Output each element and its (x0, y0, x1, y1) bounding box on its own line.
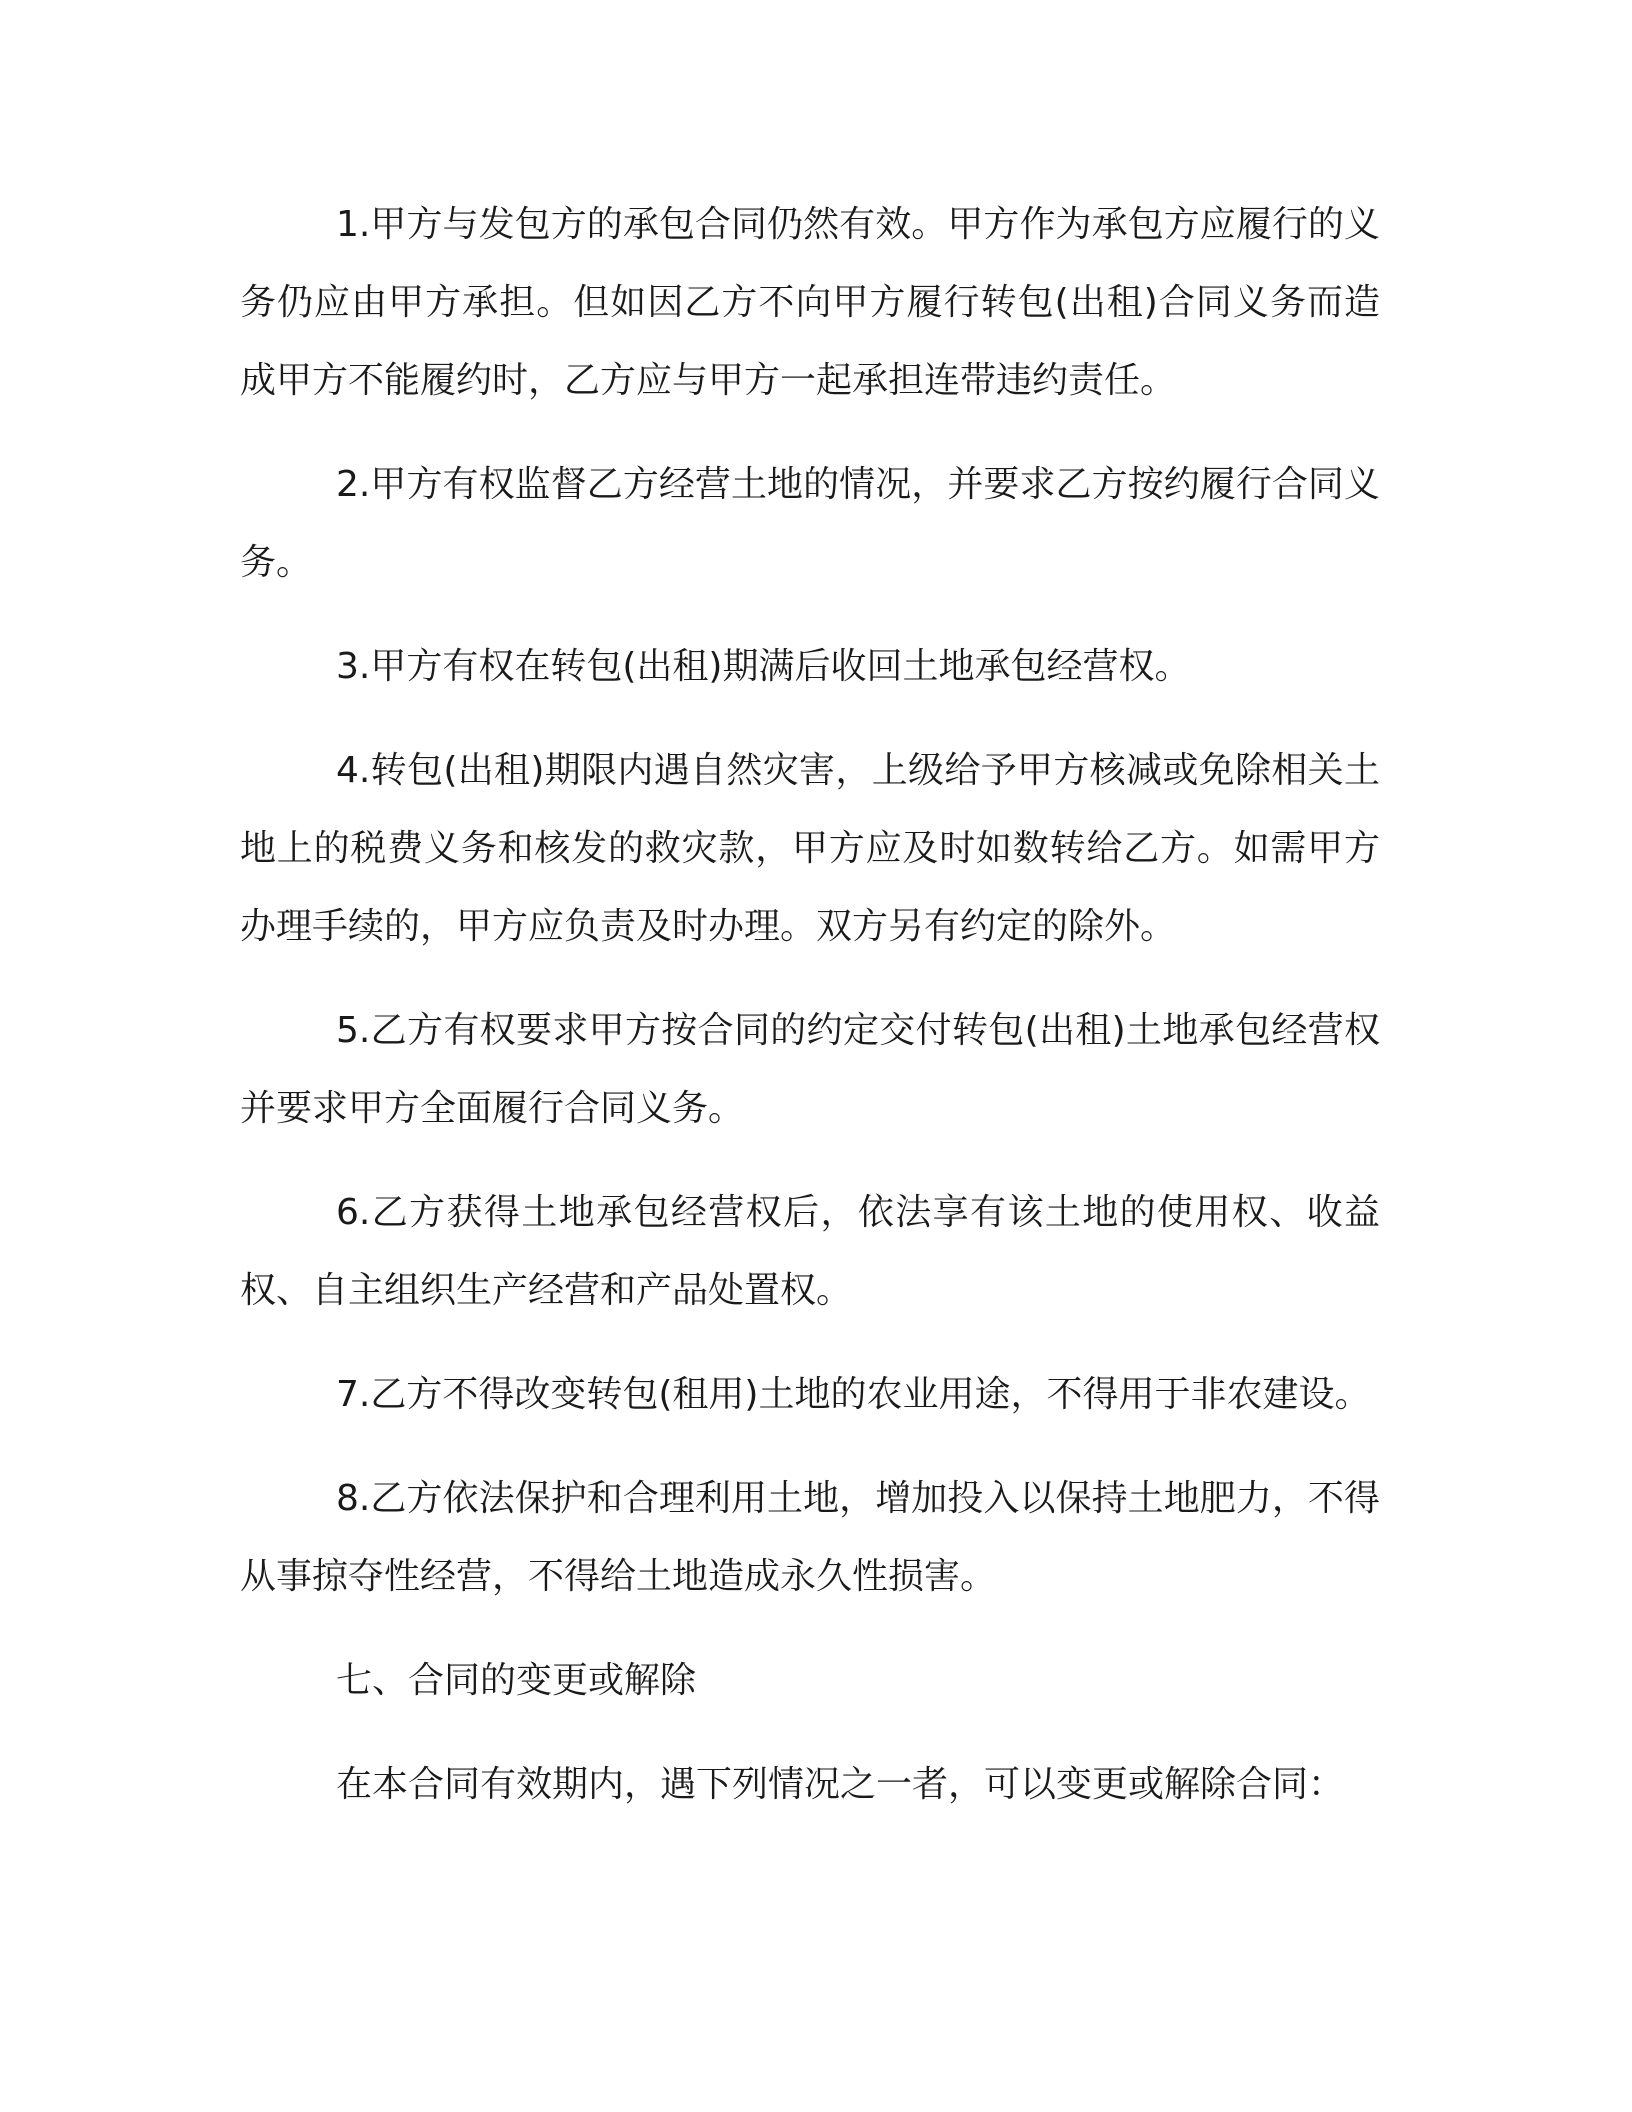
clause-2: 2.甲方有权监督乙方经营土地的情况，并要求乙方按约履行合同义务。 (240, 464, 1380, 583)
document-body (240, 186, 1380, 1850)
clause-7: 7.乙方不得改变转包(租用)土地的农业用途，不得用于非农建设。 (336, 1374, 1371, 1415)
clause-3: 3.甲方有权在转包(出租)期满后收回土地承包经营权。 (336, 646, 1191, 687)
clause-5: 5.乙方有权要求甲方按合同的约定交付转包(出租)土地承包经营权并要求甲方全面履行合同义务。 (240, 1010, 1380, 1129)
clause-6: 6.乙方获得土地承包经营权后，依法享有该土地的使用权、收益权、自主组织生产经营和产品处置权。 (240, 1192, 1380, 1311)
clause-4: 4.转包(出租)期限内遇自然灾害，上级给予甲方核减或免除相关土地上的税费义务和核发的救灾款，甲方应及时如数转给乙方。如需甲方办理手续的，甲方应负责及时办理。双方另有约定的除外。 (240, 750, 1380, 947)
section-heading: 七、合同的变更或解除 (336, 1660, 697, 1701)
section-intro: 在本合同有效期内，遇下列情况之一者，可以变更或解除合同： (336, 1764, 1345, 1805)
clause-1: 1.甲方与发包方的承包合同仍然有效。甲方作为承包方应履行的义务仍应由甲方承担。但如因乙方不向甲方履行转包(出租)合同义务而造成甲方不能履约时，乙方应与甲方一起承担连带违约责任。 (240, 204, 1380, 401)
clause-8: 8.乙方依法保护和合理利用土地，增加投入以保持土地肥力，不得从事掠夺性经营，不得给土地造成永久性损害。 (240, 1478, 1380, 1597)
